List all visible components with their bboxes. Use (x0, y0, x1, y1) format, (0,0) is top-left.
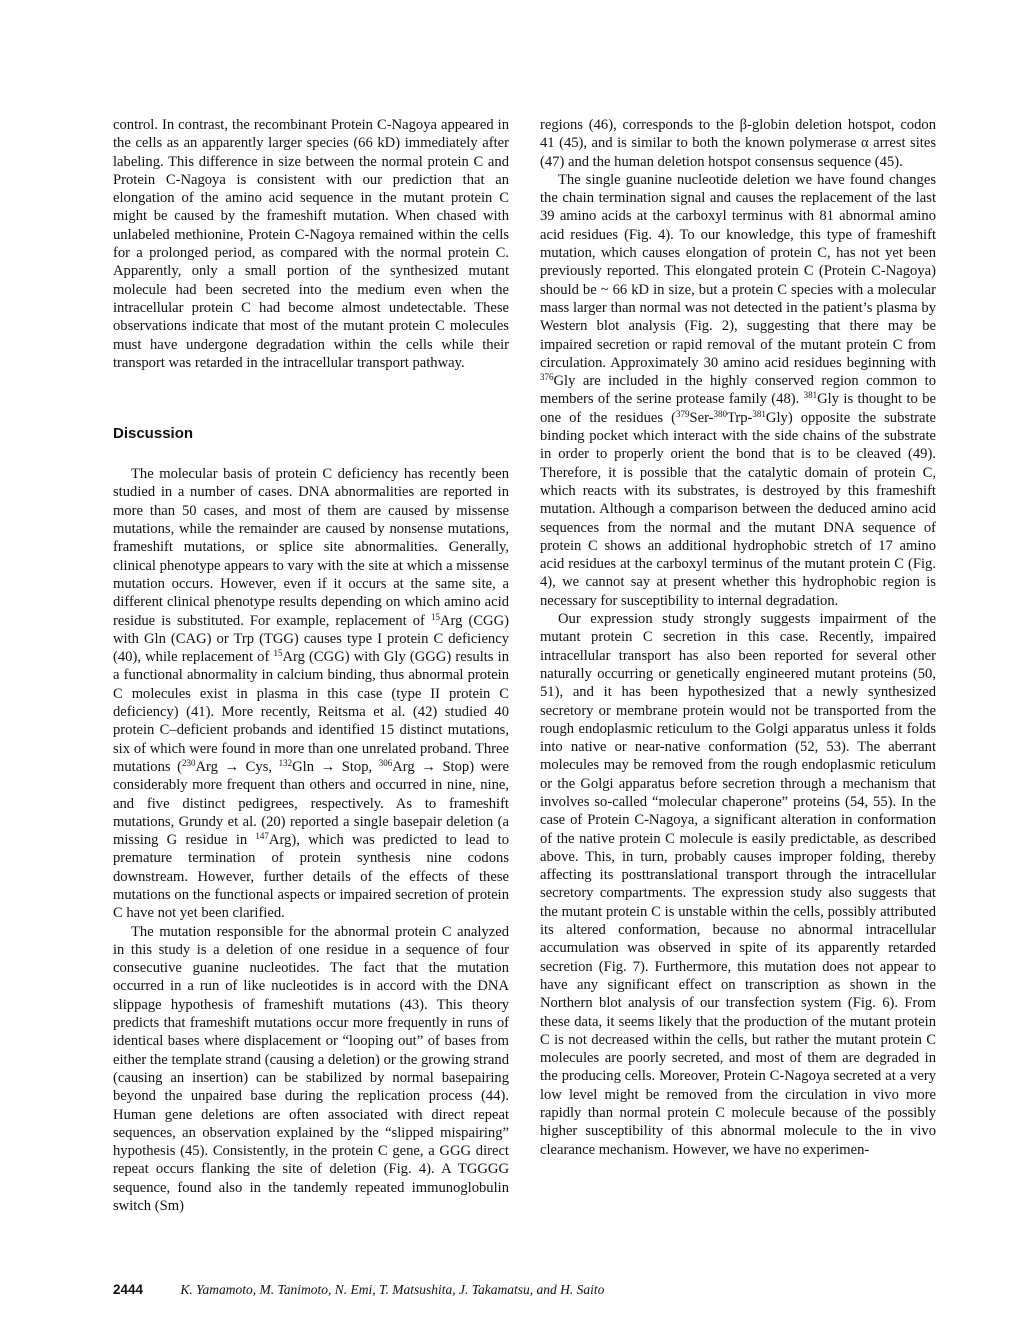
page-footer (113, 1282, 604, 1298)
right-column (540, 116, 936, 1159)
left-paragraph-3: The mutation responsible for the abnormal protein C analyzed in this study is a deletion of one residue in a sequence of four consecutive guanine nucleotides. The fact that the mutation occurred in a run of like nucleotides is in accord with the DNA slippage hypothesis of frameshift mutations (43). This theory predicts that frameshift mutations occur more frequently in runs of identical bases where displacement or “looping out” of bases from either the template strand (causing a deletion) or the growing strand (causing an insertion) can be stabilized by normal basepairing beyond the unpaired base during the replication process (44). Human gene deletions are often associated with direct repeat sequences, an observation explained by the “slipped mispairing” hypothesis (45). Consistently, in the protein C gene, a GGG direct repeat occurs flanking the site of deletion (Fig. 4). A TGGGG sequence, found also in the tandemly repeated immunoglobulin switch (Sm) (113, 923, 509, 1215)
right-paragraph-3: Our expression study strongly suggests impairment of the mutant protein C secretion in this case. Recently, impaired intracellular transport has also been reported for several other naturally occurring or genetically engineered mutant proteins (50, 51), and it has been hypothesized that a newly synthesized secretory or membrane protein would not be transported from the rough endoplasmic reticulum to the Golgi apparatus unless it folds into native or near-native conformation (52, 53). The aberrant molecules may be removed from the rough endoplasmic reticulum or the Golgi apparatus before secretion through a mechanism that involves so-called “molecular chaperone” proteins (54, 55). In the case of Protein C-Nagoya, a significant alteration in conformation of the native protein C molecule is easily predictable, as described above. This, in turn, probably causes improper folding, thereby affecting its posttranslational transport through the intracellular secretory compartments. The expression study also suggests that the mutant protein C is unstable within the cells, possibly attributed its altered conformation, because no abnormal intracellular accumulation was observed in spite of its apparently retarded secretion (Fig. 7). Furthermore, this mutation does not appear to have any significant effect on transcription as shown in the Northern blot analysis of our transfection system (Fig. 6). From these data, it seems likely that the production of the mutant protein C is not decreased within the cells, but rather the mutant protein C molecules are poorly secreted, and most of them are degraded in the producing cells. Moreover, Protein C-Nagoya secreted at a very low level might be removed from the circulation in vivo more rapidly than normal protein C molecule because of the possibly higher susceptibility of this abnormal molecule to the in vivo clearance mechanism. However, we have no experimen- (540, 611, 936, 1158)
left-paragraph-1: control. In contrast, the recombinant Protein C-Nagoya appeared in the cells as an apparently larger species (66 kD) immediately after labeling. This difference in size between the normal protein C and Protein C-Nagoya is consistent with our prediction that an elongation of the amino acid sequence in the mutant protein C might be caused by the frameshift mutation. When chased with unlabeled methionine, Protein C-Nagoya remained within the cells for a prolonged period, as compared with the normal protein C. Apparently, only a small portion of the synthesized mutant molecule had been secreted into the medium even when the intracellular protein C had become almost undetectable. These observations indicate that most of the mutant protein C molecules must have undergone degradation within the cells while their transport was retarded in the intracellular transport pathway. (113, 117, 509, 371)
right-paragraph-1: regions (46), corresponds to the β-globin deletion hotspot, codon 41 (45), and is similar to both the known polymerase α arrest sites (47) and the human deletion hotspot consensus sequence (45). (540, 117, 936, 170)
left-column (113, 116, 509, 1215)
left-paragraph-2: The molecular basis of protein C deficiency has recently been studied in a number of cases. DNA abnormalities are reported in more than 50 cases, and most of them are caused by missense mutations, while the remainder are caused by nonsense mutations, frameshift mutations, or splice site abnormalities. Generally, clinical phenotype appears to vary with the site at which a missense mutation occurs. However, even if it occurs at the same site, a different clinical phenotype results depending on which amino acid residue is substituted. For example, replacement of $^{15}$Arg (CGG) with Gln (CAG) or Trp (TGG) causes type I protein C deficiency (40), while replacement of $^{15}$Arg (CGG) with Gly (GGG) results in a functional abnormality in calcium binding, thus abnormal protein C molecules exist in plasma in this case (type II protein C deficiency) (41). More recently, Reitsma et al. (42) studied 40 protein C–deficient probands and identified 15 distinct mutations, six of which were found in more than one unrelated proband. Three mutations ($^{230}$Arg → Cys, $^{132}$Gln → Stop, $^{306}$Arg → Stop) were considerably more frequent than others and occurred in nine, nine, and five distinct pedigrees, respectively. As to frameshift mutations, Grundy et al. (20) reported a single basepair deletion (a missing G residue in $^{147}$Arg), which was predicted to lead to premature termination of protein synthesis nine codons downstream. However, further details of the effects of these mutations on the functional aspects or impaired secretion of protein C have not yet been clarified. (113, 466, 509, 922)
running-authors: K. Yamamoto, M. Tanimoto, N. Emi, T. Matsushita, J. Takamatsu, and H. Saito (180, 1282, 605, 1297)
right-paragraph-2: The single guanine nucleotide deletion we have found changes the chain termination signal and causes the replacement of the last 39 amino acids at the carboxyl terminus with 81 abnormal amino acid residues (Fig. 4). To our knowledge, this type of frameshift mutation, which causes elongation of protein C, has not yet been previously reported. This elongated protein C (Protein C-Nagoya) should be ~ 66 kD in size, but a protein C species with a molecular mass larger than normal was not detected in the patient’s plasma by Western blot analysis (Fig. 2), suggesting that there may be impaired secretion or rapid removal of the mutant protein C from circulation. Approximately 30 amino acid residues beginning with $^{376}$Gly are included in the highly conserved region common to members of the serine protease family (48). $^{381}$Gly is thought to be one of the residues ($^{379}$Ser-$^{380}$Trp-$^{381}$Gly) opposite the substrate binding pocket which interact with the side chains of the substrate in order to properly orient the bond that is to be cleaved (49). Therefore, it is possible that the catalytic domain of protein C, which reacts with its substrates, is destroyed by this frameshift mutation. Although a comparison between the deduced amino acid sequences from the normal and the mutant DNA sequence of protein C shows an additional hydrophobic stretch of 17 amino acid residues at the carboxyl terminus of the mutant protein C (Fig. 4), we cannot say at present whether this hydrophobic region is necessary for susceptibility to internal degradation. (540, 171, 936, 609)
page-number: 2444 (113, 1282, 144, 1297)
section-heading-discussion: Discussion (113, 425, 194, 443)
